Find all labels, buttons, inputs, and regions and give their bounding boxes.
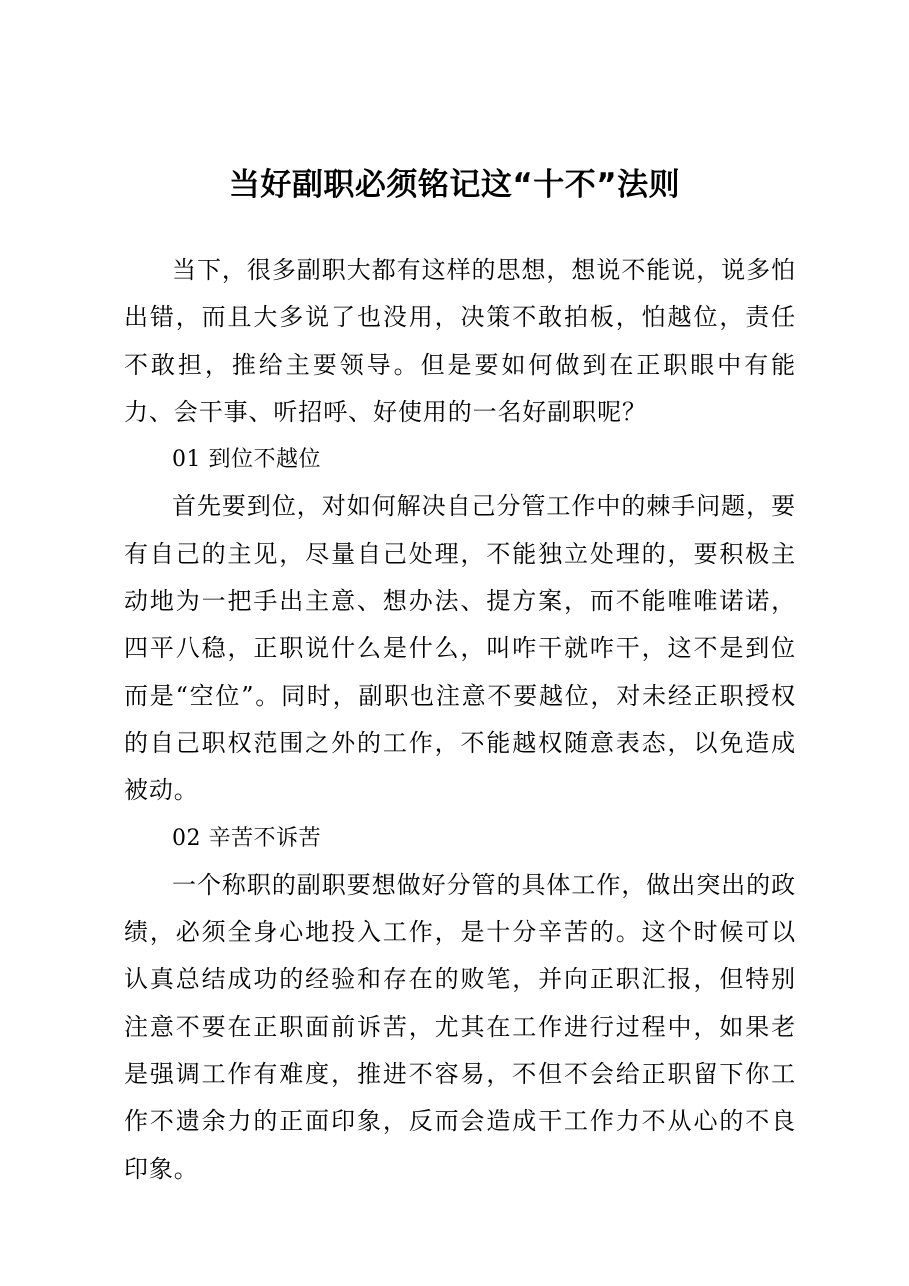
document-title: 当好副职必须铭记这“十不”法则 bbox=[228, 167, 681, 203]
section-paragraph-2: 一个称职的副职要想做好分管的具体工作，做出突出的政绩，必须全身心地投入工作，是十分辛苦的。这个时候可以认真总结成功的经验和存在的败笔，并向正职汇报，但特别注意不要在正职面前诉苦，尤其在工作进行过程中，如果老是强调工作有难度，推进不容易，不但不会给正职留下你工作不遗余力的正面印象，反而会造成干工作力不从心的不良印象。 bbox=[124, 870, 796, 1183]
intro-paragraph: 当下，很多副职大都有这样的思想，想说不能说，说多怕出错，而且大多说了也没用，决策不敢拍板，怕越位，责任不敢担，推给主要领导。但是要如何做到在正职眼中有能力、会干事、听招呼、好使用的一名好副职呢？ bbox=[124, 256, 796, 426]
section-heading-1: 01 到位不越位 bbox=[172, 447, 321, 473]
section-heading-2: 02 辛苦不诉苦 bbox=[172, 825, 321, 851]
document-body bbox=[124, 247, 796, 1193]
section-paragraph-1: 首先要到位，对如何解决自己分管工作中的棘手问题，要有自己的主见，尽量自己处理，不能独立处理的，要积极主动地为一把手出主意、想办法、提方案，而不能唯唯诺诺，四平八稳，正职说什么是什么，叫咋干就咋干，这不是到位而是“空位”。同时，副职也注意不要越位，对未经正职授权的自己职权范围之外的工作，不能越权随意表态，以免造成被动。 bbox=[124, 492, 796, 805]
